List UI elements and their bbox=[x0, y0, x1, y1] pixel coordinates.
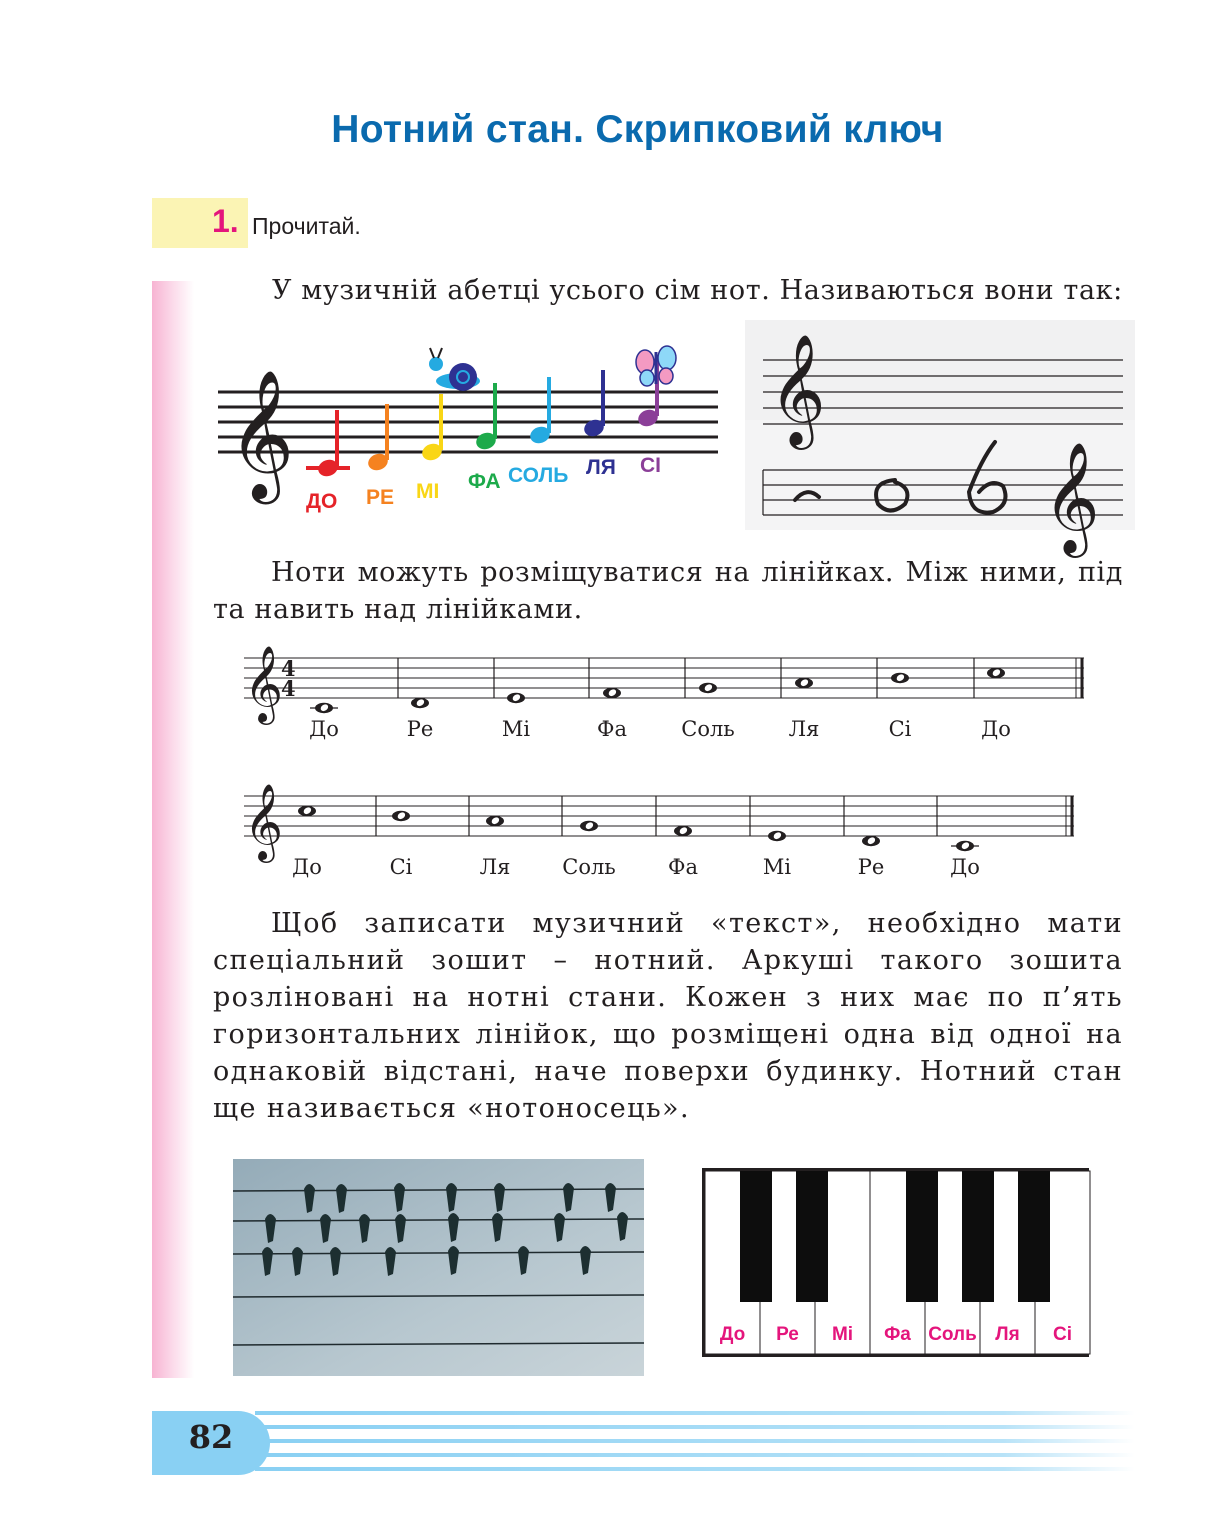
note-name-label: До bbox=[950, 855, 980, 879]
key-label: Соль bbox=[928, 1324, 977, 1345]
note-name-label: До bbox=[309, 717, 339, 741]
note-name-label: Мі bbox=[762, 855, 792, 879]
intro-paragraph: У музичній абетці усього сім нот. Називаються вони так: bbox=[272, 275, 1123, 306]
whole-note bbox=[298, 806, 316, 816]
task-number: 1. bbox=[212, 203, 239, 239]
whole-note bbox=[956, 841, 974, 851]
clef-drawing-exercise bbox=[745, 320, 1135, 553]
note-name-label: Ля bbox=[788, 717, 820, 741]
key-label: Мі bbox=[831, 1324, 854, 1345]
positions-paragraph: Ноти можуть розміщуватися на лінійках. Між ними, під та навить над лінійками. bbox=[213, 557, 1123, 625]
time-signature-bottom: 4 bbox=[281, 676, 296, 701]
key-label: Ре bbox=[776, 1324, 799, 1345]
note-name-label: Соль bbox=[562, 855, 616, 879]
whole-note bbox=[486, 816, 504, 826]
colored-note bbox=[528, 377, 552, 446]
whole-note bbox=[674, 826, 692, 836]
note-name-label: Ля bbox=[479, 855, 511, 879]
black-key[interactable] bbox=[962, 1171, 994, 1302]
ascending-scale-staff bbox=[240, 630, 1100, 745]
colored-note-label: ДО bbox=[306, 490, 338, 513]
colored-note bbox=[582, 370, 606, 439]
colored-note bbox=[420, 394, 444, 463]
whole-note bbox=[891, 673, 909, 683]
whole-note bbox=[862, 836, 880, 846]
whole-note bbox=[507, 693, 525, 703]
time-signature-top: 4 bbox=[281, 656, 296, 681]
whole-note bbox=[795, 678, 813, 688]
note-name-label: Фа bbox=[668, 855, 698, 879]
key-label: Сі bbox=[1053, 1324, 1072, 1345]
note-name-label: До bbox=[981, 717, 1011, 741]
key-label: Ля bbox=[995, 1324, 1020, 1345]
whole-note bbox=[411, 698, 429, 708]
note-name-label: До bbox=[292, 855, 322, 879]
colored-note-label: ЛЯ bbox=[586, 456, 616, 479]
whole-note bbox=[315, 703, 333, 713]
descending-scale-staff bbox=[240, 768, 1100, 883]
treble-clef-icon: 𝄞 bbox=[244, 645, 284, 722]
treble-clef-icon: 𝄞 bbox=[228, 369, 295, 499]
footer-lines bbox=[255, 1408, 1135, 1480]
note-name-label: Сі bbox=[888, 717, 912, 741]
note-name-label: Ре bbox=[406, 717, 434, 741]
whole-note bbox=[603, 688, 621, 698]
key-label: До bbox=[719, 1324, 746, 1345]
whole-note bbox=[392, 811, 410, 821]
black-key[interactable] bbox=[796, 1171, 828, 1302]
colored-note bbox=[306, 410, 350, 479]
colored-note-label: ФА bbox=[468, 470, 501, 493]
notebook-paragraph: Щоб записати музичний «текст», необхідно мати спеціальний зошит – нотний. Аркуші такого зошита розліновані на нотні стани. Кожен з них має по п’ять горизонтальних лінійок, що розміщені одна від одної на однаковій відстані, наче поверхи будинку. Нотний стан ще називається «нотоносець». bbox=[213, 908, 1123, 1124]
colored-notes-illustration bbox=[210, 340, 730, 520]
black-key[interactable] bbox=[906, 1171, 938, 1302]
piano-keyboard bbox=[702, 1168, 1089, 1358]
page-title: Нотний стан. Скрипковий ключ bbox=[331, 108, 944, 151]
note-name-label: Сі bbox=[389, 855, 413, 879]
note-name-label: Мі bbox=[501, 717, 531, 741]
note-name-label: Ре bbox=[857, 855, 885, 879]
black-key[interactable] bbox=[1018, 1171, 1050, 1302]
whole-note bbox=[768, 831, 786, 841]
colored-note-label: МІ bbox=[416, 480, 440, 503]
treble-clef-icon: 𝄞 bbox=[1043, 441, 1100, 553]
whole-note bbox=[699, 683, 717, 693]
note-name-label: Соль bbox=[681, 717, 735, 741]
page-number: 82 bbox=[188, 1418, 234, 1456]
treble-clef-icon: 𝄞 bbox=[769, 333, 826, 445]
margin-decoration bbox=[152, 281, 194, 1378]
colored-note-label: СІ bbox=[640, 454, 661, 477]
butterfly-icon bbox=[636, 346, 676, 386]
black-key[interactable] bbox=[740, 1171, 772, 1302]
colored-note-label: СОЛЬ bbox=[508, 464, 569, 487]
task-instruction: Прочитай. bbox=[252, 213, 361, 239]
treble-clef-icon: 𝄞 bbox=[244, 783, 284, 860]
key-label: Фа bbox=[884, 1324, 911, 1345]
snail-icon bbox=[429, 348, 480, 391]
birds-on-wires-photo bbox=[233, 1159, 644, 1376]
whole-note bbox=[987, 668, 1005, 678]
whole-note bbox=[580, 821, 598, 831]
colored-note-label: РЕ bbox=[366, 486, 395, 509]
note-name-label: Фа bbox=[597, 717, 627, 741]
